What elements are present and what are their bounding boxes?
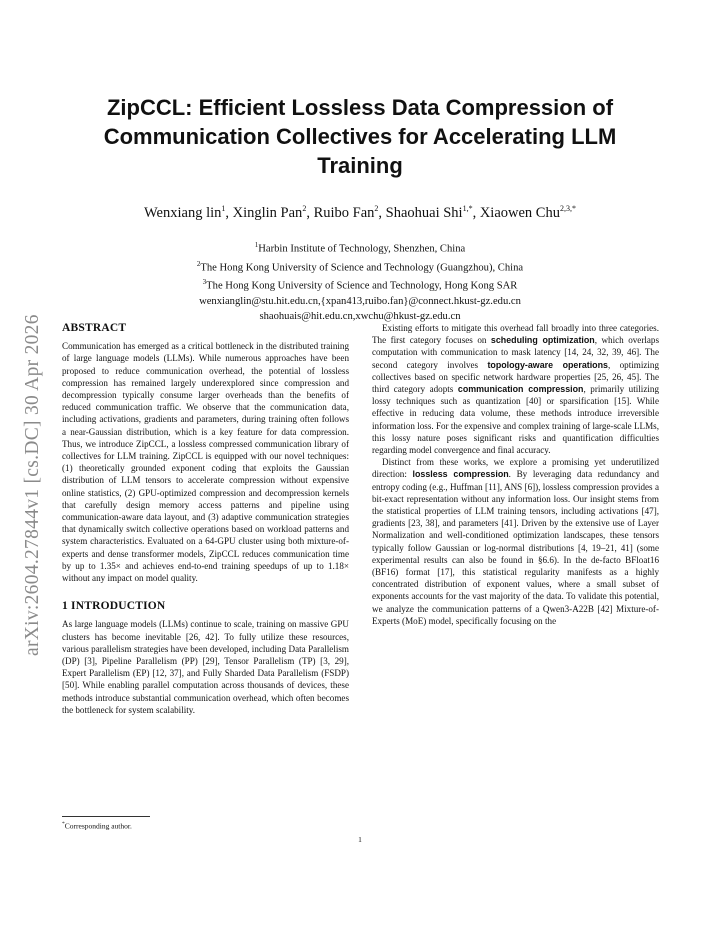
emphasis-compression: communication compression xyxy=(457,384,584,395)
author-name: Wenxiang lin xyxy=(144,204,222,221)
text-run: Distinct from these works, we explore a promising yet underutilized direction: xyxy=(372,457,659,480)
text-run: , primarily utilizing lossy techniques such as quantization [40] or sparsification [15]. While effective in reducing data volume, these methods introduce irreversible information loss. For the expensive and complex training of large-scale LLMs, this lossy nature poses significant risks and quantification difficulties regarding model convergence and final accuracy. xyxy=(372,384,659,456)
text-run: Existing efforts to mitigate this overhead fall broadly into three categories. The first category focuses on xyxy=(372,323,659,346)
affiliation-line xyxy=(60,257,660,276)
affiliation-mark: 2 xyxy=(196,259,201,268)
intro-paragraph-3 xyxy=(372,456,659,627)
affiliation-mark: 3 xyxy=(202,278,207,287)
intro-paragraph-2 xyxy=(372,322,659,456)
affiliation-text: The Hong Kong University of Science and Technology (Guangzhou), China xyxy=(200,262,524,274)
text-run: , which overlaps computation with communication to mask latency [14, 24, 32, 39, 46]. The second category involves xyxy=(372,335,660,370)
author-name: Ruibo Fan xyxy=(313,204,375,221)
author-affiliation-mark: 2 xyxy=(374,204,379,213)
footnote-text: Corresponding author. xyxy=(64,821,132,831)
introduction-heading: 1 INTRODUCTION xyxy=(62,600,166,613)
affiliation-line xyxy=(60,275,660,294)
abstract-heading: ABSTRACT xyxy=(62,322,127,334)
affiliation-mark: 1 xyxy=(254,241,259,249)
text-run: , optimizing collectives based on specific network hardware properties [25, 26, 45]. The third category adopts xyxy=(372,359,660,395)
affiliation-line xyxy=(60,238,660,257)
footnote xyxy=(62,821,132,831)
author-affiliation-mark: 1,* xyxy=(462,204,473,213)
paper-title: ZipCCL: Efficient Lossless Data Compression of Communication Collectives for Accelerating LLM Training xyxy=(103,95,617,178)
author-name: Shaohuai Shi xyxy=(385,204,463,221)
page-number: 1 xyxy=(358,835,362,844)
arxiv-identifier: arXiv:2604.27844v1 [cs.DC] 30 Apr 2026 xyxy=(22,314,43,656)
email-line: shaohuais@hit.edu.cn,xwchu@hkust-gz.edu.cn xyxy=(259,310,461,322)
affiliation-block xyxy=(60,238,660,324)
author-affiliation-mark: 2,3,* xyxy=(559,204,576,213)
left-column xyxy=(62,322,349,716)
emphasis-topology: topology-aware operations xyxy=(487,359,608,370)
text-run: . By leveraging data redundancy and entropy coding (e.g., Huffman [11], ANS [6]), lossless compression provides a bit-exact representation without any information loss. Our insight stems from the statistical properties of LLM training tensors, including activations [47], gradients [23, 38], and parameters [41]. Driven by the extensive use of Layer Normalization and well-conditioned optimization landscapes, these tensors typically follow Gaussian or log-normal distributions [4, 19–21, 41] (some experimental results can also be found in §6.6). In the de-facto BFloat16 (BF16) format [17], this statistical regularity manifests as a highly concentrated distribution of exponent values, where a small subset of exponents accounts for the vast majority of the data. To validate this potential, we analyze the communication patterns of a Qwen3-A22B [42] Mixture-of-Experts (MoE) model, specifically focusing on the xyxy=(372,469,659,626)
affiliation-text: The Hong Kong University of Science and Technology, Hong Kong SAR xyxy=(206,280,518,292)
abstract-text: Communication has emerged as a critical bottleneck in the distributed training of large language models (LLMs). While numerous approaches have been proposed to reduce communication overhead, the potential of lossless compression has remained largely underexplored since compression and decompression typically consume larger overheads than the benefits of reduced communication traffic. We observe that the communication data, including activations, gradients and parameters, during training often follows a near-Gaussian distribution, which is a key feature for data compression. Thus, we introduce ZipCCL, a lossless compressed communication library of collectives for LLM training. ZipCCL is equipped with our novel techniques: (1) theoretically grounded exponent coding that exploits the Gaussian distribution of LLM tensors to accelerate compression without expensive online statistics, (2) GPU-optimized compression and decompression kernels that carefully design memory access patterns and pipeline using communication-aware data layout, and (3) adaptive communication strategies that dynamically switch collective operations based on workload patterns and system characteristics. Evaluated on a 64-GPU cluster using both mixture-of-experts and dense transformer models, ZipCCL reduces communication time by up to 1.35× and achieves end-to-end training speedups of up to 1.18× without any impact on model quality. xyxy=(62,341,349,584)
intro-paragraph-1: As large language models (LLMs) continue to scale, training on massive GPU clusters has become inevitable [26, 42]. To fully utilize these resources, various parallelism strategies have been developed, including Data Parallelism (DP) [3], Pipeline Parallelism (PP) [29], Tensor Parallelism (TP) [3, 29], Expert Parallelism (EP) [12, 37], and Fully Sharded Data Parallelism (FSDP) [50]. While enabling parallel computation across thousands of devices, these methods introduce substantial communication overhead, which often becomes the bottleneck for system scalability. xyxy=(62,619,349,715)
author-name: Xinglin Pan xyxy=(232,204,303,221)
email-line: wenxianglin@stu.hit.edu.cn,{xpan413,ruibo.fan}@connect.hkust-gz.edu.cn xyxy=(199,295,521,307)
author-name: Xiaowen Chu xyxy=(479,204,560,221)
author-affiliation-mark: 1 xyxy=(221,204,226,213)
affiliation-text: Harbin Institute of Technology, Shenzhen, China xyxy=(258,243,466,255)
author-list: Wenxiang lin$^1$, Xinglin Pan$^2$, Ruibo Fan$^2$, Shaohuai Shi$^{1,*}$, Xiaowen Chu$^{2,3,*}$ xyxy=(144,204,576,221)
footnote-mark: * xyxy=(62,821,65,827)
footnote-divider xyxy=(62,816,150,817)
emphasis-scheduling: scheduling optimization xyxy=(490,335,595,346)
right-column xyxy=(372,322,659,627)
emphasis-lossless: lossless compression xyxy=(412,469,509,480)
author-affiliation-mark: 2 xyxy=(302,204,307,213)
